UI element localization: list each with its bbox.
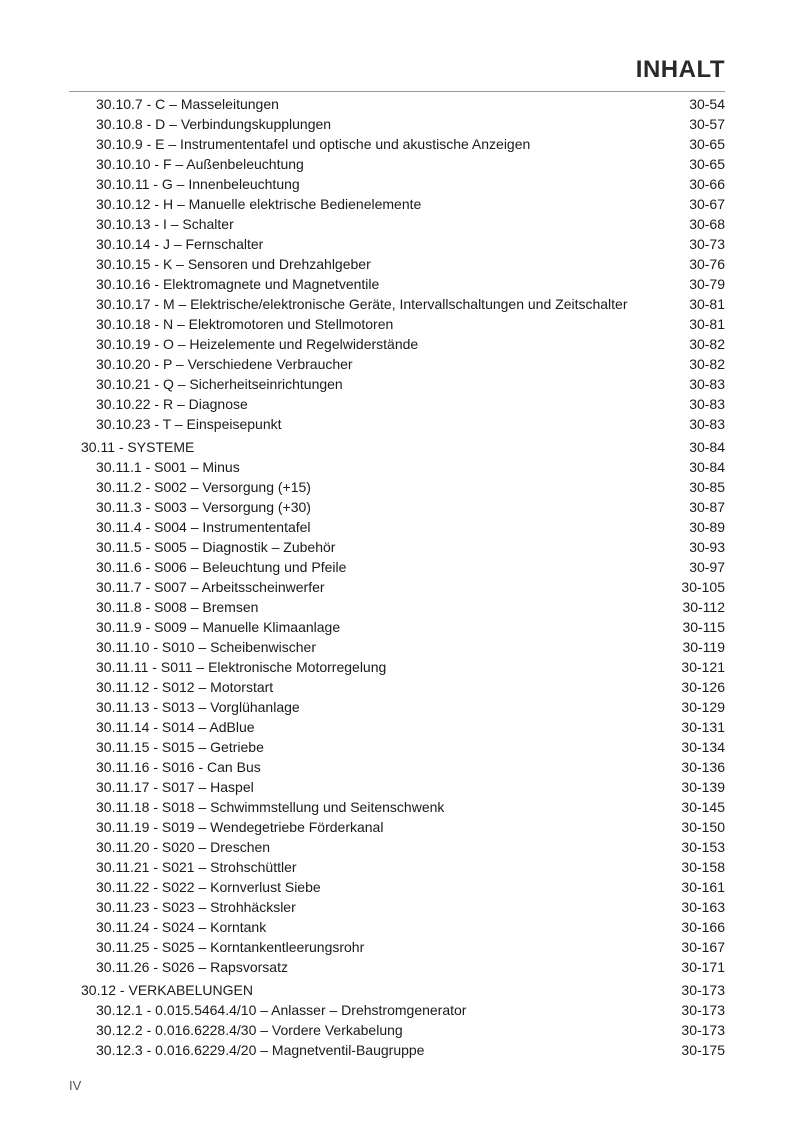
toc-entry[interactable] [69,517,725,537]
toc-entry-label: 30.11.3 - S003 – Versorgung (+30) [96,499,311,515]
toc-entry-label: 30.11.20 - S020 – Dreschen [96,839,271,855]
toc-entry-label: 30.10.15 - K – Sensoren und Drehzahlgeber [96,256,371,272]
toc-entry-page: 30-145 [681,799,725,815]
toc-entry[interactable] [69,214,725,234]
toc-heading-label: 30.11 - SYSTEME [81,439,195,455]
toc-entry[interactable] [69,757,725,777]
toc-entry-label: 30.11.18 - S018 – Schwimmstellung und Seitenschwenk [96,799,445,815]
toc-entry[interactable] [69,777,725,797]
toc-entry-page: 30-158 [681,859,725,875]
toc-entry-page: 30-131 [681,719,725,735]
toc-entry-page: 30-167 [681,939,725,955]
toc-entry-label: 30.10.16 - Elektromagnete und Magnetventile [96,276,380,292]
toc-entry[interactable] [69,957,725,977]
toc-entry-label: 30.11.13 - S013 – Vorglühanlage [96,699,300,715]
toc-entry-page: 30-171 [681,959,725,975]
page-number: IV [69,1078,82,1093]
toc-entry[interactable] [69,557,725,577]
toc-entry[interactable] [69,917,725,937]
toc-entry[interactable] [69,394,725,414]
toc-entry-page: 30-84 [689,459,725,475]
toc-entry-label: 30.10.11 - G – Innenbeleuchtung [96,176,300,192]
toc-entry[interactable] [69,697,725,717]
toc-entry[interactable] [69,154,725,174]
toc-entry[interactable] [69,637,725,657]
toc-entry[interactable] [69,597,725,617]
toc-entry-label: 30.11.6 - S006 – Beleuchtung und Pfeile [96,559,347,575]
toc-entry-page: 30-81 [689,316,725,332]
toc-entry-label: 30.10.10 - F – Außenbeleuchtung [96,156,304,172]
toc-entry-label: 30.11.2 - S002 – Versorgung (+15) [96,479,311,495]
toc-heading-page: 30-84 [689,439,725,455]
toc-heading-page: 30-173 [681,982,725,998]
toc-entry[interactable] [69,857,725,877]
toc-entry-page: 30-173 [681,1022,725,1038]
toc-entry-page: 30-87 [689,499,725,515]
toc-entry-label: 30.11.26 - S026 – Rapsvorsatz [96,959,288,975]
toc-section [69,437,725,977]
toc-entry-page: 30-134 [681,739,725,755]
toc-entry[interactable] [69,897,725,917]
toc-entry-label: 30.11.15 - S015 – Getriebe [96,739,264,755]
toc-entry[interactable] [69,334,725,354]
toc-entry[interactable] [69,1000,725,1020]
toc-entry-page: 30-83 [689,376,725,392]
toc-entry-page: 30-76 [689,256,725,272]
toc-entry-page: 30-173 [681,1002,725,1018]
toc-entry-label: 30.11.22 - S022 – Kornverlust Siebe [96,879,321,895]
toc-entry-page: 30-112 [682,599,725,615]
toc-entry-page: 30-57 [689,116,725,132]
toc-entry-label: 30.11.1 - S001 – Minus [96,459,240,475]
toc-heading[interactable] [69,980,725,1000]
toc-entry[interactable] [69,737,725,757]
toc-entry[interactable] [69,717,725,737]
table-of-contents [69,94,725,1060]
toc-entry[interactable] [69,94,725,114]
toc-entry-page: 30-93 [689,539,725,555]
toc-entry[interactable] [69,677,725,697]
toc-entry-page: 30-54 [689,96,725,112]
toc-entry-page: 30-73 [689,236,725,252]
toc-entry-page: 30-150 [681,819,725,835]
toc-entry-label: 30.11.16 - S016 - Can Bus [96,759,261,775]
toc-entry-page: 30-136 [681,759,725,775]
toc-entry[interactable] [69,294,725,314]
toc-entry[interactable] [69,457,725,477]
toc-entry-label: 30.11.14 - S014 – AdBlue [96,719,255,735]
toc-entry-label: 30.10.14 - J – Fernschalter [96,236,264,252]
toc-entry[interactable] [69,497,725,517]
toc-entry-page: 30-161 [681,879,725,895]
toc-entry-label: 30.10.9 - E – Instrumententafel und optische und akustische Anzeigen [96,136,531,152]
toc-entry[interactable] [69,877,725,897]
toc-entry-page: 30-85 [689,479,725,495]
toc-entry[interactable] [69,537,725,557]
toc-entry[interactable] [69,1020,725,1040]
toc-entry-label: 30.11.12 - S012 – Motorstart [96,679,274,695]
toc-entry-label: 30.12.2 - 0.016.6228.4/30 – Vordere Verkabelung [96,1022,403,1038]
toc-entry-page: 30-119 [682,639,725,655]
toc-entry[interactable] [69,414,725,434]
toc-entry[interactable] [69,477,725,497]
toc-entry-label: 30.10.21 - Q – Sicherheitseinrichtungen [96,376,343,392]
toc-entry-label: 30.10.8 - D – Verbindungskupplungen [96,116,332,132]
toc-entry-page: 30-115 [682,619,725,635]
toc-entry-label: 30.11.5 - S005 – Diagnostik – Zubehör [96,539,336,555]
toc-entry[interactable] [69,134,725,154]
toc-entry-label: 30.10.7 - C – Masseleitungen [96,96,279,112]
toc-entry-page: 30-81 [689,296,725,312]
toc-entry-page: 30-121 [681,659,725,675]
toc-entry-label: 30.11.7 - S007 – Arbeitsscheinwerfer [96,579,325,595]
toc-entry-label: 30.10.17 - M – Elektrische/elektronische Geräte, Intervallschaltungen und Zeitschalter [96,296,628,312]
toc-entry-label: 30.11.11 - S011 – Elektronische Motorregelung [96,659,387,675]
toc-entry-label: 30.10.13 - I – Schalter [96,216,234,232]
toc-entry[interactable] [69,194,725,214]
toc-entry-page: 30-67 [689,196,725,212]
toc-entry-page: 30-97 [689,559,725,575]
toc-entry-page: 30-65 [689,136,725,152]
toc-section [69,94,725,434]
toc-entry-label: 30.10.20 - P – Verschiedene Verbraucher [96,356,353,372]
toc-entry-page: 30-83 [689,396,725,412]
toc-entry-page: 30-126 [681,679,725,695]
toc-entry-label: 30.10.22 - R – Diagnose [96,396,248,412]
toc-entry-label: 30.11.8 - S008 – Bremsen [96,599,259,615]
toc-entry[interactable] [69,657,725,677]
toc-entry[interactable] [69,617,725,637]
toc-entry-page: 30-163 [681,899,725,915]
toc-entry-label: 30.11.21 - S021 – Strohschüttler [96,859,297,875]
toc-entry-label: 30.10.12 - H – Manuelle elektrische Bedienelemente [96,196,422,212]
toc-entry-label: 30.10.18 - N – Elektromotoren und Stellmotoren [96,316,394,332]
toc-entry-page: 30-153 [681,839,725,855]
toc-entry-label: 30.11.24 - S024 – Korntank [96,919,267,935]
toc-entry-page: 30-82 [689,336,725,352]
toc-heading[interactable] [69,437,725,457]
toc-entry-page: 30-166 [681,919,725,935]
toc-entry-page: 30-82 [689,356,725,372]
toc-entry-label: 30.11.17 - S017 – Haspel [96,779,254,795]
toc-entry[interactable] [69,314,725,334]
toc-entry-page: 30-68 [689,216,725,232]
toc-entry[interactable] [69,837,725,857]
toc-entry-page: 30-129 [681,699,725,715]
toc-entry[interactable] [69,1040,725,1060]
toc-entry[interactable] [69,354,725,374]
toc-entry-page: 30-65 [689,156,725,172]
toc-entry[interactable] [69,797,725,817]
toc-heading-label: 30.12 - VERKABELUNGEN [81,982,253,998]
toc-entry[interactable] [69,374,725,394]
toc-entry-label: 30.10.23 - T – Einspeisepunkt [96,416,282,432]
toc-entry[interactable] [69,174,725,194]
toc-section [69,980,725,1060]
toc-entry-label: 30.11.10 - S010 – Scheibenwischer [96,639,316,655]
toc-entry[interactable] [69,817,725,837]
header-divider [69,91,725,92]
toc-entry-page: 30-79 [689,276,725,292]
toc-entry-page: 30-139 [681,779,725,795]
toc-entry[interactable] [69,234,725,254]
toc-entry-label: 30.11.23 - S023 – Strohhäcksler [96,899,296,915]
toc-entry-label: 30.11.19 - S019 – Wendegetriebe Förderkanal [96,819,384,835]
toc-entry[interactable] [69,254,725,274]
toc-entry[interactable] [69,577,725,597]
toc-entry[interactable] [69,274,725,294]
toc-entry[interactable] [69,937,725,957]
toc-entry[interactable] [69,114,725,134]
toc-entry-label: 30.11.4 - S004 – Instrumententafel [96,519,311,535]
toc-entry-page: 30-89 [689,519,725,535]
toc-entry-page: 30-66 [689,176,725,192]
toc-entry-label: 30.10.19 - O – Heizelemente und Regelwiderstände [96,336,419,352]
toc-entry-label: 30.11.9 - S009 – Manuelle Klimaanlage [96,619,341,635]
toc-entry-label: 30.12.1 - 0.015.5464.4/10 – Anlasser – Drehstromgenerator [96,1002,467,1018]
page-title: INHALT [635,56,725,83]
toc-entry-page: 30-105 [681,579,725,595]
toc-entry-label: 30.11.25 - S025 – Korntankentleerungsrohr [96,939,365,955]
toc-entry-page: 30-175 [681,1042,725,1058]
toc-entry-page: 30-83 [689,416,725,432]
toc-entry-label: 30.12.3 - 0.016.6229.4/20 – Magnetventil-Baugruppe [96,1042,425,1058]
